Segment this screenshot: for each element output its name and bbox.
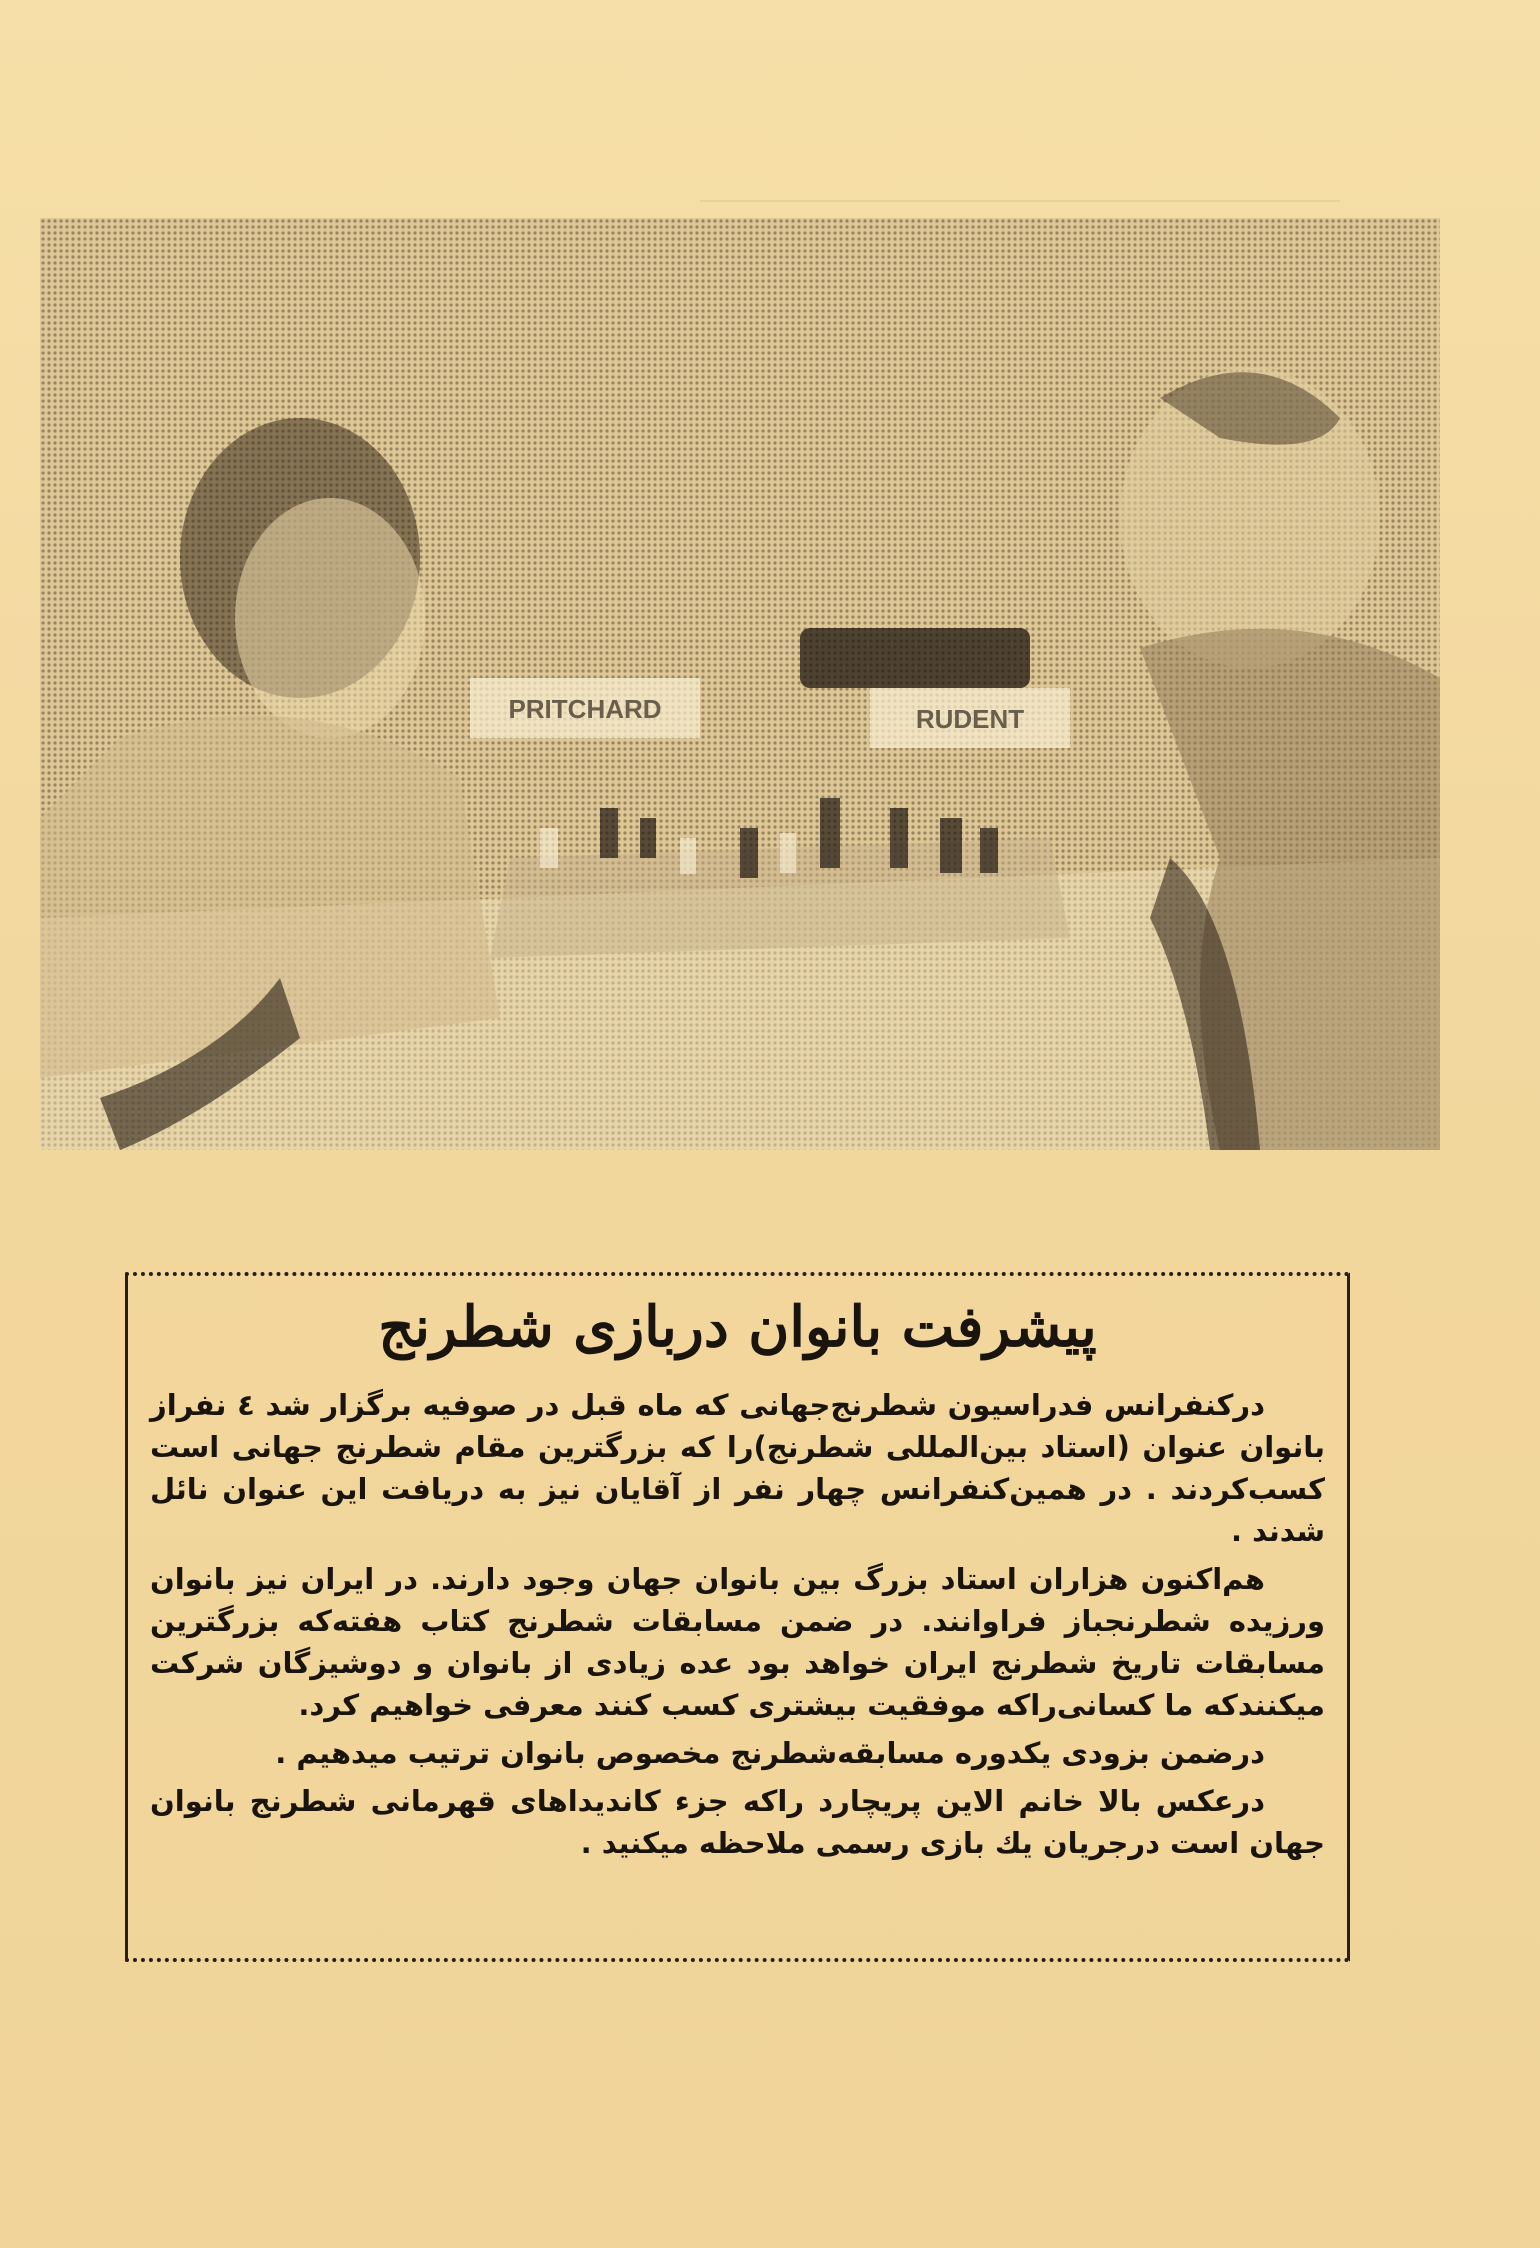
photo-illustration xyxy=(40,218,1440,1150)
chess-game-photo xyxy=(40,218,1440,1150)
chess-clock xyxy=(800,628,1030,688)
article-box xyxy=(125,1272,1350,1962)
article-paragraph: هم‌اکنون هزاران استاد بزرگ بین بانوان جهان وجود دارند. در ایران نیز بانوان ورزیده شطرنجباز فراوانند. در ضمن مسابقات شطرنج کتاب هفته‌که بزرگترین مسابقات تاریخ شطرنج ایران خواهد بود عده زیادی از بانوان و دوشیزگان شرکت میکنندکه ما کسانی‌راکه موفقیت بیشتری کسب کنند معرفی خواهیم کرد. xyxy=(150,1562,1325,1722)
bleed-through-lines xyxy=(700,140,1340,202)
name-card-left-label: PRITCHARD xyxy=(508,694,662,724)
article-paragraph: درضمن بزودی یکدوره مسابقه‌شطرنج مخصوص بانوان ترتیب میدهیم . xyxy=(275,1736,1265,1770)
name-card-right-label: RUDENT xyxy=(915,704,1025,734)
article-paragraph: درکنفرانس فدراسیون شطرنج‌جهانی که ماه قبل در صوفیه برگزار شد ٤ نفراز بانوان عنوان (استاد بین‌المللی شطرنج)را که بزرگترین مقام شطرنج جهانی است کسب‌کردند . در همین‌کنفرانس چهار نفر از آقایان نیز به دریافت این عنوان نائل شدند . xyxy=(150,1388,1325,1548)
article-title: پیشرفت بانوان دربازی شطرنج xyxy=(378,1294,1097,1360)
article-paragraph: درعکس بالا خانم الاین پریچارد راکه جزء کاندیداهای قهرمانی شطرنج بانوان جهان است درجریان یك بازی رسمی ملاحظه میکنید . xyxy=(150,1784,1325,1860)
article-body xyxy=(150,1384,1325,1870)
